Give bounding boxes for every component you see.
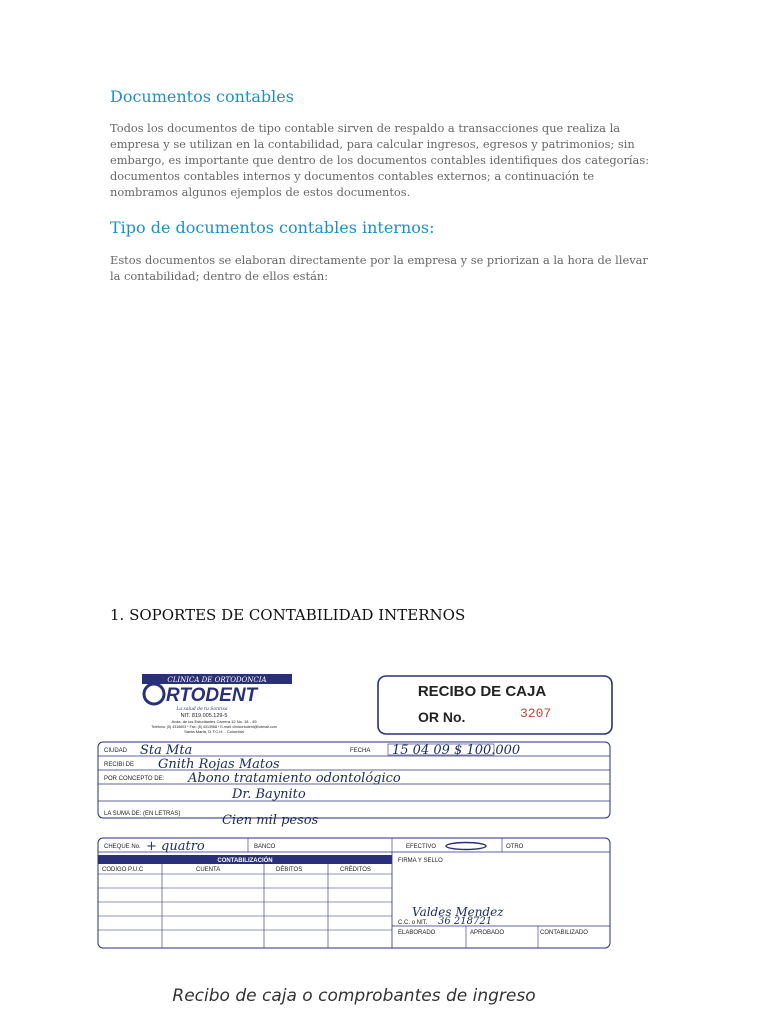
receipt-title: RECIBO DE CAJA: [417, 683, 547, 700]
label-elaborado: ELABORADO: [398, 930, 436, 936]
label-otro: OTRO: [506, 844, 524, 850]
label-contabilizado: CONTABILIZADO: [540, 930, 588, 936]
label-recibi: RECIBI DE: [104, 762, 135, 768]
label-debitos: DÉBITOS: [276, 867, 303, 873]
label-concepto: POR CONCEPTO DE:: [104, 776, 165, 782]
label-suma: LA SUMA DE: (EN LETRAS): [104, 811, 181, 817]
section-title-documentos-contables: Documentos contables: [110, 87, 294, 106]
label-fecha: FECHA: [350, 748, 371, 754]
hw-cc: 36 218721: [438, 916, 493, 927]
hw-ciudad: Sta Mta: [140, 743, 193, 758]
hw-concepto2: Dr. Baynito: [232, 787, 306, 802]
city-text: Santa Marta, D.T.C.H. - Colombia: [184, 729, 244, 734]
hw-suma: Cien mil pesos: [222, 813, 319, 828]
label-firma: FIRMA Y SELLO: [398, 858, 443, 864]
logo-slogan: La salud de tu Sonrisa: [176, 707, 228, 712]
label-ciudad: CIUDAD: [104, 748, 128, 754]
section-title-documentos-internos: Tipo de documentos contables internos:: [110, 218, 435, 237]
receipt-number: 3207: [520, 706, 552, 721]
label-efectivo: EFECTIVO: [406, 844, 437, 850]
or-no-label: OR No.: [418, 709, 466, 725]
hw-cheque: + quatro: [146, 839, 205, 854]
label-banco: BANCO: [254, 844, 276, 850]
efectivo-mark: [446, 843, 486, 850]
phones-text: Teléfono: (5) 4316603 * Fax: (5) 4313968 * E-mail: clinicortodent@hotmail.com: [151, 725, 277, 729]
label-cuenta: CUENTA: [196, 867, 221, 873]
heading-soportes-internos: 1. SOPORTES DE CONTABILIDAD INTERNOS: [110, 606, 466, 624]
label-aprobado: APROBADO: [470, 930, 505, 936]
label-contabilizacion: CONTABILIZACIÓN: [217, 858, 273, 864]
nit-text: NIT. 819.005.129-5: [180, 713, 228, 719]
hw-concepto: Abono tratamiento odontológico: [188, 771, 401, 786]
address-text: Avda. de los Estudiantes Carrera 12 No. 18 - 45: [171, 719, 257, 724]
hw-firma: Valdes Mendez: [412, 905, 504, 919]
intro-paragraph: Todos los documentos de tipo contable sirven de respaldo a transacciones que realiza la empresa y se utilizan en la contabilidad, para calcular ingresos, egresos y patrimonios; sin embargo, es importante que dentro de los documentos contables identifiques dos categorías: documentos contables internos y documentos contables externos; a continuación te nombramos algunos ejemplos de estos documentos.: [110, 121, 650, 199]
receipt-caption: Recibo de caja o comprobantes de ingreso: [172, 986, 536, 1006]
receipt-image: [92, 660, 620, 956]
label-creditos: CRÉDITOS: [340, 867, 371, 873]
hw-recibi: Gnith Rojas Matos: [158, 757, 280, 772]
hw-fecha: 15 04 09 $ 100.000: [392, 743, 521, 758]
internal-docs-paragraph: Estos documentos se elaboran directamente por la empresa y se priorizan a la hora de llevar la contabilidad; dentro de ellos están:: [110, 253, 648, 283]
clinic-banner-text: CLINICA DE ORTODONCIA: [167, 676, 267, 684]
logo-text: RTODENT: [166, 685, 258, 706]
form-box-bottom: [98, 838, 610, 948]
logo-o-icon: [144, 684, 164, 704]
label-cc-nit: C.C. o NIT.: [398, 920, 428, 926]
label-cheque: CHEQUE No.: [104, 844, 141, 850]
label-codigo: CODIGO P.U.C: [102, 867, 144, 873]
